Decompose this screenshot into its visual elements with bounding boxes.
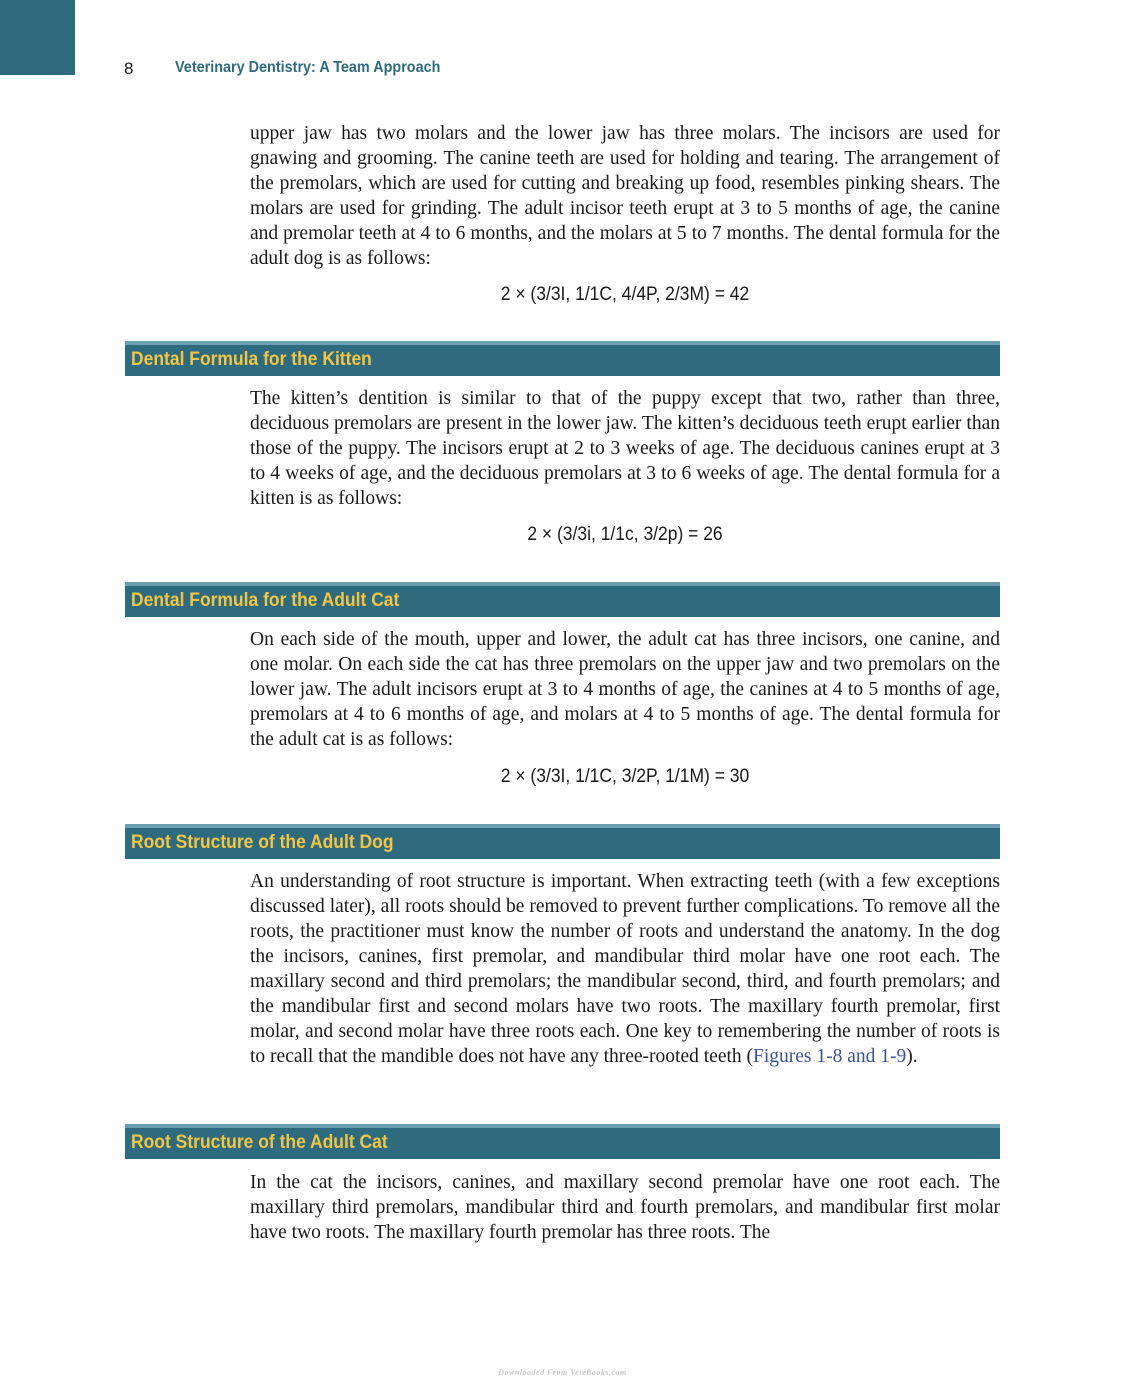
section-title: Root Structure of the Adult Cat [131,1132,388,1153]
root-cat-paragraph: In the cat the incisors, canines, and maxillary second premolar have one root each. The maxillary third premolars, mandibular third and fourth premolars, and mandibular first molar have two roots. The maxillary fourth premolar has three roots. The [250,1172,1000,1243]
adult-dog-formula: 2 × (3/3I, 1/1C, 4/4P, 2/3M) = 42 [500,284,750,305]
adult-cat-formula: 2 × (3/3I, 1/1C, 3/2P, 1/1M) = 30 [500,766,750,787]
root-dog-text: An understanding of root structure is important. When extracting teeth (with a few exceptions discussed later), all roots should be removed to prevent further complications. To remove all the roots, the practitioner must know the number of roots and understand the anatomy. In the dog the incisors, canines, first premolar, and mandibular third molar have one root each. The maxillary second and third premolars; the mandibular second, third, and fourth premolars; and the mandibular first and second molars have two roots. The maxillary fourth premolar, first molar, and second molar have three roots each. One key to remembering the number of roots is to recall that the mandible does not have any three-rooted teeth ( [250,871,1000,1067]
section-header-root-dog [125,824,1000,859]
adult-cat-paragraph: On each side of the mouth, upper and lower, the adult cat has three incisors, one canine, and one molar. On each side the cat has three premolars on the upper jaw and two premolars on the lower jaw. The adult incisors erupt at 3 to 4 months of age, the canines at 4 to 5 months of age, premolars at 4 to 6 months of age, and molars at 4 to 5 months of age. The dental formula for the adult cat is as follows: [250,629,1000,750]
running-head: Veterinary Dentistry: A Team Approach [175,59,441,76]
root-dog-paragraph [250,869,1000,1069]
intro-paragraph: upper jaw has two molars and the lower jaw has three molars. The incisors are used for gnawing and grooming. The canine teeth are used for holding and tearing. The arrangement of the premolars, which are used for cutting and breaking up food, resembles pinking shears. The molars are used for grinding. The adult incisor teeth erupt at 3 to 5 months of age, the canine and premolar teeth at 4 to 6 months, and the molars at 5 to 7 months. The dental formula for the adult dog is as follows: [250,123,1000,269]
section-title: Root Structure of the Adult Dog [131,832,394,853]
kitten-paragraph: The kitten’s dentition is similar to that of the puppy except that two, rather than three, deciduous premolars are present in the lower jaw. The kitten’s deciduous teeth erupt earlier than those of the puppy. The incisors erupt at 2 to 3 weeks of age. The deciduous canines erupt at 3 to 4 weeks of age, and the deciduous premolars at 3 to 6 weeks of age. The dental formula for a kitten is as follows: [250,388,1000,509]
section-header-root-cat [125,1124,1000,1159]
section-title: Dental Formula for the Kitten [131,349,372,370]
section-title: Dental Formula for the Adult Cat [131,590,400,611]
footer-watermark: Downloaded From VeteBooks.com [498,1368,627,1377]
kitten-formula: 2 × (3/3i, 1/1c, 3/2p) = 26 [527,524,723,545]
corner-color-block [0,0,75,75]
page-number: 8 [124,59,134,78]
root-dog-text-end: ). [906,1046,918,1067]
figure-reference-link[interactable]: Figures 1-8 and 1-9 [753,1046,907,1067]
section-header-kitten [125,341,1000,376]
section-header-adult-cat [125,582,1000,617]
